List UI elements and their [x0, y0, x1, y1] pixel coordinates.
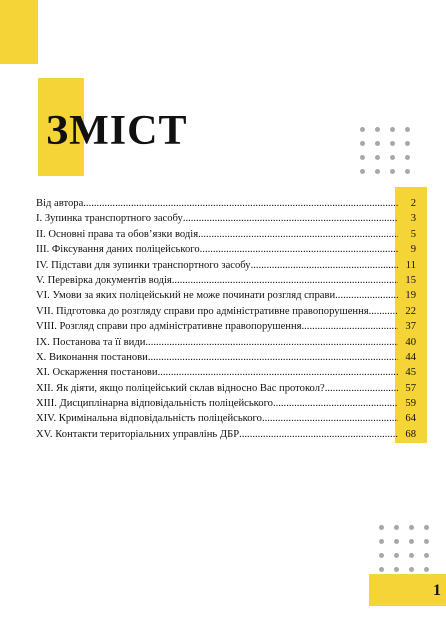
decorative-yellow-block-top [0, 0, 38, 64]
toc-entry-title: ХI. Оскарження постанови [36, 367, 158, 379]
toc-entry[interactable] [36, 427, 416, 442]
toc-entry-page: 19 [405, 290, 416, 302]
toc-entry[interactable] [36, 381, 416, 396]
toc-entry[interactable] [36, 273, 416, 288]
toc-entry[interactable] [36, 258, 416, 273]
toc-entry-page: 37 [405, 321, 416, 333]
toc-entry-page: 57 [405, 382, 416, 394]
toc-entry-page: 22 [405, 305, 416, 317]
toc-leader [200, 242, 398, 257]
toc-entry-title: ІХ. Постанова та її види [36, 336, 146, 348]
toc-entry-title: ІІІ. Фіксування даних поліцейського [36, 244, 200, 256]
toc-entry-page: 59 [405, 398, 416, 410]
toc-entry-title: Від автора [36, 198, 84, 209]
page-number: 1 [433, 582, 441, 599]
toc-entry-page: 68 [405, 428, 416, 440]
toc-leader [302, 319, 399, 334]
toc-entry-page: 3 [410, 213, 416, 225]
dot-grid-bottom [379, 525, 430, 572]
toc-entry[interactable] [36, 411, 416, 426]
toc-entry[interactable] [36, 304, 416, 319]
toc-leader [183, 211, 398, 226]
toc-entry-title: ХIV. Кримінальна відповідальність поліцейського [36, 413, 262, 425]
toc-entry[interactable] [36, 227, 416, 242]
toc-entry-page: 44 [405, 351, 416, 363]
toc-entry[interactable] [36, 288, 416, 303]
toc-entry-title: IV. Підстави для зупинки транспортного засобу [36, 259, 251, 271]
toc-leader [251, 258, 398, 273]
toc-entry-title: V. Перевірка документів водія [36, 274, 172, 286]
toc-entry[interactable] [36, 319, 416, 334]
toc-entry[interactable] [36, 196, 416, 211]
toc-entry-title: І. Зупинка транспортного засобу [36, 213, 183, 225]
toc-entry-page: 40 [405, 336, 416, 348]
toc-leader [335, 288, 398, 303]
toc-entry[interactable] [36, 242, 416, 257]
toc-leader [325, 381, 398, 396]
toc-entry[interactable] [36, 211, 416, 226]
toc-entry-title: ХІІ. Як діяти, якщо поліцейський склав відносно Вас протокол? [36, 382, 325, 394]
toc-leader [158, 365, 398, 380]
toc-entry[interactable] [36, 335, 416, 350]
toc-entry[interactable] [36, 350, 416, 365]
toc-leader [198, 227, 398, 242]
toc-entry-title: ХІІІ. Дисциплінарна відповідальність поліцейського [36, 398, 273, 410]
toc-entry-page: 2 [410, 198, 416, 209]
toc-leader [148, 350, 398, 365]
toc-entry-page: 15 [405, 274, 416, 286]
page-title: ЗМІСТ [46, 108, 188, 154]
toc-entry-page: 9 [410, 244, 416, 256]
toc-entry-title: VІІ. Підготовка до розгляду справи про адміністративне правопорушення [36, 305, 369, 317]
toc-leader [145, 335, 398, 350]
toc-entry-title: VI. Умови за яких поліцейський не може починати розгляд справи [36, 290, 336, 302]
toc-entry-page: 64 [405, 413, 416, 425]
dot-grid-top [360, 127, 411, 174]
toc-leader [83, 196, 398, 211]
toc-leader [262, 411, 398, 426]
toc-leader [172, 273, 398, 288]
toc-entry[interactable] [36, 396, 416, 411]
toc-entry-page: 11 [405, 259, 416, 271]
toc-leader [273, 396, 398, 411]
table-of-contents [36, 196, 416, 442]
toc-entry-title: ХV. Контакти територіальних управлінь ДБР [36, 428, 240, 440]
toc-leader [239, 427, 398, 442]
toc-entry-title: ІІ. Основні права та обов’язки водія [36, 228, 199, 240]
toc-entry-page: 45 [405, 367, 416, 379]
toc-entry-page: 5 [410, 228, 416, 240]
toc-entry[interactable] [36, 365, 416, 380]
toc-leader [369, 304, 398, 319]
toc-entry-title: Х. Виконання постанови [36, 351, 148, 363]
toc-entry-title: VIІІ. Розгляд справи про адміністративне правопорушення [36, 321, 302, 333]
